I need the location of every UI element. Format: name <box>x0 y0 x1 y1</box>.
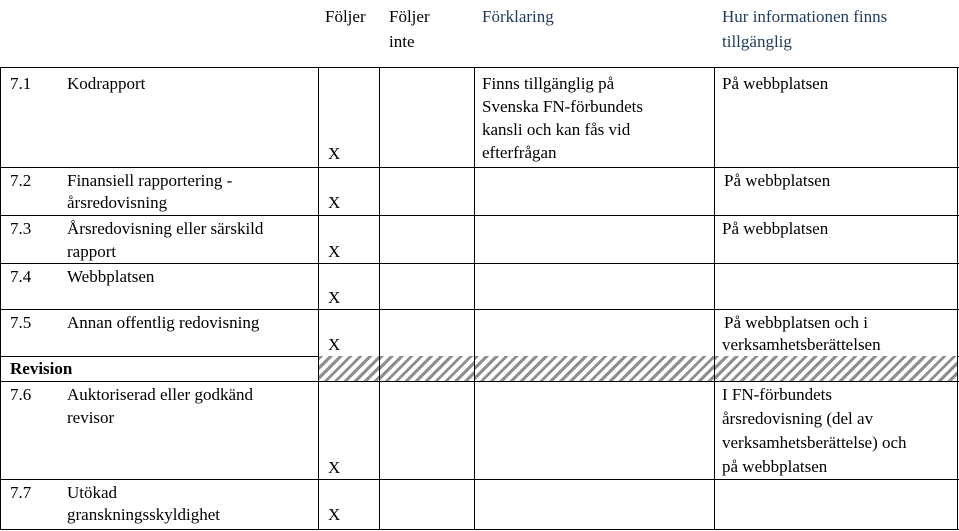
grid-line <box>0 167 959 168</box>
row-7-2-x: X <box>328 193 341 212</box>
row-7-3-x: X <box>328 242 341 261</box>
row-7-6-label-1: Auktoriserad eller godkänd <box>67 385 253 404</box>
row-7-5-availability-2: verksamhetsberättelsen <box>722 335 881 354</box>
row-7-2-availability: På webbplatsen <box>724 171 831 190</box>
header-foljer: Följer <box>325 7 366 26</box>
row-7-5-availability-1: På webbplatsen och i <box>724 313 868 332</box>
row-7-1-availability: På webbplatsen <box>722 74 829 93</box>
row-7-1-label: Kodrapport <box>67 74 146 93</box>
row-7-5-label: Annan offentlig redovisning <box>67 313 260 332</box>
revision-hatch <box>475 356 714 381</box>
grid-vline <box>379 67 380 529</box>
row-7-6-number: 7.6 <box>10 385 32 404</box>
row-7-1-explanation-2: Svenska FN-förbundets <box>482 97 644 116</box>
row-7-6-availability-2: årsredovisning (del av <box>722 409 874 428</box>
grid-line-bottom <box>0 529 959 530</box>
row-7-1-explanation-4: efterfrågan <box>482 143 557 162</box>
row-7-2-number: 7.2 <box>10 171 32 190</box>
grid-line <box>0 309 959 310</box>
header-foljer-inte-1: Följer <box>389 7 430 26</box>
row-7-2-label-1: Finansiell rapportering - <box>67 171 233 190</box>
revision-hatch <box>715 356 957 381</box>
row-7-5-x: X <box>328 335 341 354</box>
header-forklaring: Förklaring <box>482 7 554 26</box>
row-7-4-number: 7.4 <box>10 267 32 286</box>
header-foljer-inte-2: inte <box>389 32 415 51</box>
row-7-7-x: X <box>328 505 341 524</box>
grid-vline <box>474 67 475 529</box>
row-7-7-label-2: granskningsskyldighet <box>67 505 220 524</box>
row-7-1-explanation-3: kansli och kan fås vid <box>482 120 631 139</box>
row-7-6-label-2: revisor <box>67 408 115 427</box>
grid-line <box>0 479 959 480</box>
row-7-3-label-2: rapport <box>67 242 117 261</box>
row-7-3-number: 7.3 <box>10 219 32 238</box>
row-7-1-x: X <box>328 144 341 163</box>
row-7-6-availability-3: verksamhetsberättelse) och <box>722 433 907 452</box>
row-7-6-availability-4: på webbplatsen <box>722 457 828 476</box>
row-7-7-number: 7.7 <box>10 483 32 502</box>
row-7-3-label-1: Årsredovisning eller särskild <box>67 219 264 238</box>
grid-vline-right <box>957 67 958 529</box>
row-7-7-label-1: Utökad <box>67 483 118 502</box>
grid-vline-left <box>0 67 1 529</box>
header-hur-1: Hur informationen finns <box>722 7 888 26</box>
revision-hatch <box>380 356 474 381</box>
row-7-1-explanation-1: Finns tillgänglig på <box>482 74 615 93</box>
revision-hatch <box>319 356 379 381</box>
row-7-6-availability-1: I FN-förbundets <box>722 385 833 404</box>
header-hur-2: tillgänglig <box>722 32 792 51</box>
grid-line <box>0 263 959 264</box>
row-7-4-x: X <box>328 288 341 307</box>
row-7-6-x: X <box>328 458 341 477</box>
row-7-5-number: 7.5 <box>10 313 32 332</box>
row-7-3-availability: På webbplatsen <box>722 219 829 238</box>
revision-heading: Revision <box>10 359 73 378</box>
grid-line-top <box>0 67 959 68</box>
row-7-1-number: 7.1 <box>10 74 32 93</box>
grid-vline <box>714 67 715 529</box>
grid-line <box>0 381 959 382</box>
grid-vline <box>318 67 319 529</box>
row-7-4-label: Webbplatsen <box>67 267 155 286</box>
row-7-2-label-2: årsredovisning <box>67 193 168 212</box>
grid-line <box>0 215 959 216</box>
